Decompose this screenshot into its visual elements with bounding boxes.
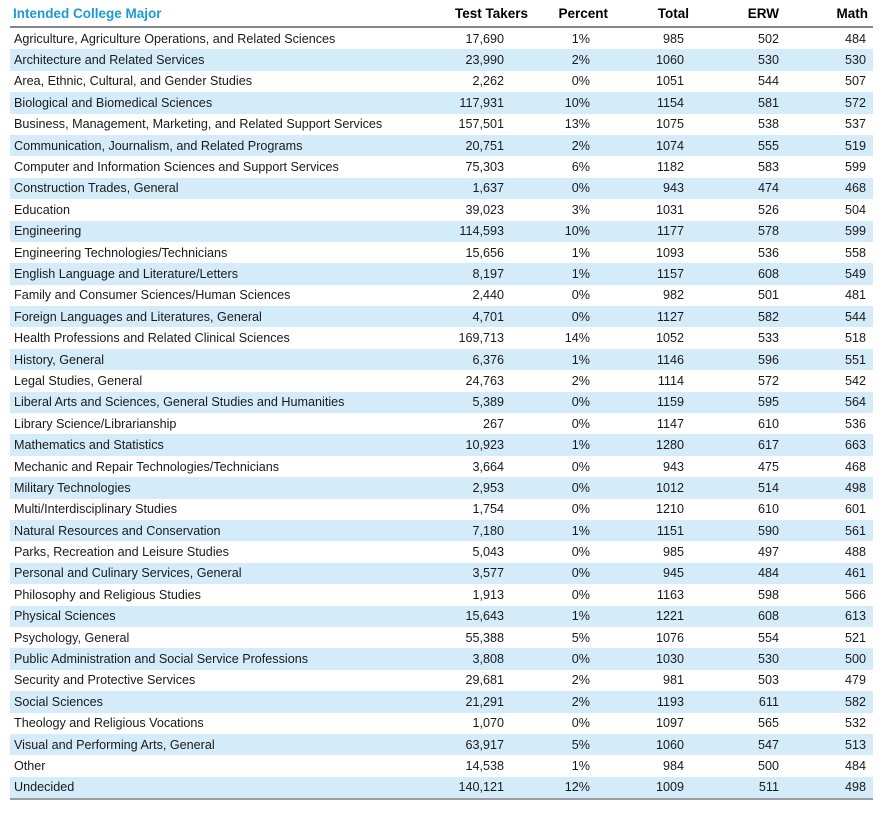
erw-cell: 554 (757, 630, 779, 645)
major-cell: Foreign Languages and Literatures, General (14, 309, 262, 324)
total-cell: 943 (662, 181, 684, 196)
table-row (10, 156, 873, 177)
major-cell: Engineering (14, 224, 82, 239)
percent-cell: 5% (571, 630, 590, 645)
test-takers-cell: 23,990 (465, 53, 504, 68)
total-cell: 945 (662, 566, 684, 581)
erw-cell: 536 (757, 245, 779, 260)
table-row (10, 49, 873, 70)
test-takers-cell: 21,291 (465, 694, 504, 709)
major-cell: Visual and Performing Arts, General (14, 737, 215, 752)
erw-cell: 474 (757, 181, 779, 196)
test-takers-cell: 10,923 (465, 438, 504, 453)
column-header-test-takers: Test Takers (420, 1, 532, 27)
total-cell: 1030 (655, 652, 684, 667)
test-takers-cell: 117,931 (459, 95, 504, 110)
major-cell: Agriculture, Agriculture Operations, and Related Sciences (14, 31, 336, 46)
table-row (10, 755, 873, 776)
math-cell: 484 (844, 31, 866, 46)
math-cell: 507 (844, 74, 866, 89)
total-cell: 981 (662, 673, 684, 688)
erw-cell: 514 (757, 480, 779, 495)
math-cell: 549 (844, 266, 866, 281)
test-takers-cell: 2,262 (472, 74, 504, 89)
test-takers-cell: 140,121 (458, 780, 504, 795)
percent-cell: 0% (571, 74, 590, 89)
major-cell: Construction Trades, General (14, 181, 179, 196)
total-cell: 1051 (655, 74, 684, 89)
percent-cell: 10% (564, 95, 590, 110)
test-takers-cell: 1,913 (472, 587, 504, 602)
test-takers-cell: 15,643 (465, 609, 504, 624)
percent-cell: 10% (564, 224, 590, 239)
table-row (10, 392, 873, 413)
total-cell: 1012 (655, 480, 684, 495)
major-cell: Area, Ethnic, Cultural, and Gender Studies (14, 74, 253, 89)
math-cell: 498 (844, 480, 866, 495)
percent-cell: 1% (571, 245, 590, 260)
table-row (10, 541, 873, 562)
test-takers-cell: 75,303 (465, 160, 504, 175)
math-cell: 599 (844, 224, 866, 239)
test-takers-cell: 267 (482, 416, 504, 431)
table-row (10, 349, 873, 370)
percent-cell: 14% (564, 331, 590, 346)
table-row (10, 413, 873, 434)
table-row (10, 92, 873, 113)
table-row (10, 242, 873, 263)
table-row (10, 734, 873, 755)
test-takers-cell: 15,656 (465, 245, 504, 260)
test-takers-cell: 8,197 (472, 266, 504, 281)
percent-cell: 2% (571, 694, 590, 709)
major-cell: Computer and Information Sciences and Support Services (14, 160, 339, 175)
total-cell: 1221 (655, 609, 684, 624)
percent-cell: 1% (571, 609, 590, 624)
percent-cell: 0% (571, 459, 590, 474)
percent-cell: 0% (571, 288, 590, 303)
major-cell: Liberal Arts and Sciences, General Studies and Humanities (14, 395, 345, 410)
table-row (10, 520, 873, 541)
math-cell: 537 (844, 117, 866, 132)
total-cell: 985 (662, 545, 684, 560)
erw-cell: 530 (757, 53, 779, 68)
percent-cell: 0% (571, 587, 590, 602)
math-cell: 542 (844, 373, 866, 388)
total-cell: 1127 (656, 309, 684, 324)
major-cell: English Language and Literature/Letters (14, 266, 239, 281)
percent-cell: 1% (571, 438, 590, 453)
erw-cell: 555 (757, 138, 779, 153)
major-cell: Architecture and Related Services (14, 53, 205, 68)
test-takers-cell: 5,389 (472, 395, 504, 410)
major-cell: Undecided (14, 780, 75, 795)
percent-cell: 1% (571, 758, 590, 773)
percent-cell: 1% (571, 523, 590, 538)
erw-cell: 497 (757, 545, 779, 560)
erw-cell: 595 (757, 395, 779, 410)
math-cell: 504 (844, 202, 866, 217)
math-cell: 488 (844, 545, 866, 560)
column-header-erw: ERW (694, 1, 783, 27)
test-takers-cell: 3,808 (472, 652, 504, 667)
table-row (10, 71, 873, 92)
erw-cell: 538 (757, 117, 779, 132)
major-cell: Personal and Culinary Services, General (14, 566, 242, 581)
math-cell: 663 (844, 438, 866, 453)
table-row (10, 456, 873, 477)
percent-cell: 2% (571, 138, 590, 153)
erw-cell: 610 (757, 502, 779, 517)
math-cell: 484 (844, 758, 866, 773)
table-row (10, 563, 873, 584)
percent-cell: 0% (571, 309, 590, 324)
test-takers-cell: 7,180 (472, 523, 504, 538)
math-cell: 561 (844, 523, 866, 538)
table-row (10, 306, 873, 327)
major-cell: Communication, Journalism, and Related Programs (14, 138, 303, 153)
table-row (10, 670, 873, 691)
erw-cell: 581 (757, 95, 779, 110)
erw-cell: 500 (757, 758, 779, 773)
test-takers-cell: 5,043 (472, 545, 504, 560)
table-row (10, 627, 873, 648)
column-header-percent: Percent (532, 1, 612, 27)
erw-cell: 578 (757, 224, 779, 239)
major-cell: Physical Sciences (14, 609, 116, 624)
major-cell: Social Sciences (14, 694, 103, 709)
erw-cell: 547 (757, 737, 779, 752)
table-row (10, 135, 873, 156)
test-takers-cell: 169,713 (458, 331, 504, 346)
major-cell: Health Professions and Related Clinical Sciences (14, 331, 290, 346)
test-takers-cell: 4,701 (472, 309, 504, 324)
table-row (10, 713, 873, 734)
erw-cell: 608 (757, 266, 779, 281)
table-row (10, 606, 873, 627)
total-cell: 1060 (655, 737, 684, 752)
math-cell: 518 (844, 331, 866, 346)
table-row (10, 477, 873, 498)
percent-cell: 1% (571, 31, 590, 46)
erw-cell: 611 (758, 694, 779, 709)
table-row (10, 263, 873, 284)
major-cell: Legal Studies, General (14, 373, 143, 388)
math-cell: 479 (844, 673, 866, 688)
erw-cell: 503 (757, 673, 779, 688)
total-cell: 984 (662, 758, 684, 773)
total-cell: 1009 (655, 780, 684, 795)
math-cell: 536 (844, 416, 866, 431)
erw-cell: 526 (757, 202, 779, 217)
total-cell: 1182 (656, 160, 684, 175)
math-cell: 599 (844, 160, 866, 175)
table-row (10, 777, 873, 799)
percent-cell: 2% (571, 373, 590, 388)
header-row (10, 1, 873, 27)
total-cell: 1151 (656, 523, 684, 538)
total-cell: 1157 (656, 266, 684, 281)
test-takers-cell: 17,690 (465, 31, 504, 46)
total-cell: 1163 (656, 587, 684, 602)
erw-cell: 484 (757, 566, 779, 581)
percent-cell: 2% (571, 673, 590, 688)
table-row (10, 199, 873, 220)
test-takers-cell: 39,023 (465, 202, 504, 217)
total-cell: 1114 (657, 373, 684, 388)
percent-cell: 0% (571, 181, 590, 196)
math-cell: 498 (844, 780, 866, 795)
math-cell: 500 (844, 652, 866, 667)
math-cell: 582 (844, 694, 866, 709)
major-cell: Philosophy and Religious Studies (14, 587, 201, 602)
total-cell: 1280 (655, 438, 684, 453)
table-row (10, 285, 873, 306)
erw-cell: 583 (757, 160, 779, 175)
table-row (10, 327, 873, 348)
total-cell: 1193 (656, 694, 684, 709)
test-takers-cell: 20,751 (465, 138, 504, 153)
erw-cell: 565 (757, 716, 779, 731)
percent-cell: 3% (571, 202, 590, 217)
erw-cell: 544 (757, 74, 779, 89)
major-cell: Library Science/Librarianship (14, 416, 177, 431)
test-takers-cell: 55,388 (465, 630, 504, 645)
major-cell: Business, Management, Marketing, and Related Support Services (14, 117, 383, 132)
table-body (10, 27, 873, 799)
math-cell: 468 (844, 181, 866, 196)
major-cell: Education (14, 202, 71, 217)
total-cell: 1076 (655, 630, 684, 645)
total-cell: 985 (662, 31, 684, 46)
column-header-total: Total (612, 1, 694, 27)
erw-cell: 502 (757, 31, 779, 46)
test-takers-cell: 2,440 (472, 288, 504, 303)
total-cell: 1210 (655, 502, 684, 517)
major-cell: Public Administration and Social Service Professions (14, 652, 308, 667)
erw-cell: 598 (757, 587, 779, 602)
table-row (10, 27, 873, 49)
major-cell: Other (14, 758, 46, 773)
total-cell: 943 (662, 459, 684, 474)
test-takers-cell: 3,577 (472, 566, 504, 581)
percent-cell: 0% (571, 480, 590, 495)
test-takers-cell: 14,538 (465, 758, 504, 773)
test-takers-cell: 6,376 (472, 352, 504, 367)
math-cell: 513 (844, 737, 866, 752)
test-takers-cell: 3,664 (472, 459, 504, 474)
percent-cell: 0% (571, 502, 590, 517)
major-cell: Biological and Biomedical Sciences (14, 95, 213, 110)
erw-cell: 596 (757, 352, 779, 367)
erw-cell: 590 (757, 523, 779, 538)
math-cell: 532 (844, 716, 866, 731)
erw-cell: 511 (758, 780, 779, 795)
math-cell: 519 (844, 138, 866, 153)
math-cell: 481 (844, 288, 866, 303)
test-takers-cell: 29,681 (465, 673, 504, 688)
erw-cell: 530 (757, 652, 779, 667)
total-cell: 1075 (655, 117, 684, 132)
table-row (10, 434, 873, 455)
major-cell: Military Technologies (14, 480, 131, 495)
math-cell: 613 (844, 609, 866, 624)
major-cell: History, General (14, 352, 105, 367)
table-row (10, 370, 873, 391)
total-cell: 1146 (656, 352, 684, 367)
percent-cell: 0% (571, 416, 590, 431)
total-cell: 1097 (655, 716, 684, 731)
total-cell: 1154 (656, 95, 684, 110)
math-cell: 564 (844, 395, 866, 410)
percent-cell: 2% (571, 53, 590, 68)
column-header-intended-college-major: Intended College Major (10, 1, 420, 27)
table-row (10, 114, 873, 135)
erw-cell: 533 (757, 331, 779, 346)
test-takers-cell: 24,763 (465, 373, 504, 388)
table-header (10, 1, 873, 27)
major-cell: Mechanic and Repair Technologies/Technicians (14, 459, 280, 474)
percent-cell: 0% (571, 395, 590, 410)
total-cell: 1074 (655, 138, 684, 153)
test-takers-cell: 1,754 (472, 502, 504, 517)
total-cell: 1031 (655, 202, 684, 217)
math-cell: 558 (844, 245, 866, 260)
test-takers-cell: 114,593 (459, 224, 504, 239)
erw-cell: 610 (757, 416, 779, 431)
major-cell: Engineering Technologies/Technicians (14, 245, 228, 260)
table-row (10, 691, 873, 712)
percent-cell: 0% (571, 566, 590, 581)
percent-cell: 0% (571, 652, 590, 667)
table-row (10, 499, 873, 520)
percent-cell: 0% (571, 545, 590, 560)
test-takers-cell: 2,953 (472, 480, 504, 495)
percent-cell: 12% (564, 780, 590, 795)
erw-cell: 582 (757, 309, 779, 324)
erw-cell: 617 (757, 438, 779, 453)
percent-cell: 5% (571, 737, 590, 752)
percent-cell: 1% (571, 352, 590, 367)
table-row (10, 584, 873, 605)
math-cell: 572 (844, 95, 866, 110)
major-cell: Mathematics and Statistics (14, 438, 164, 453)
major-cell: Security and Protective Services (14, 673, 196, 688)
total-cell: 1093 (655, 245, 684, 260)
math-cell: 468 (844, 459, 866, 474)
major-cell: Theology and Religious Vocations (14, 716, 204, 731)
table-row (10, 178, 873, 199)
total-cell: 1147 (656, 416, 684, 431)
total-cell: 982 (662, 288, 684, 303)
total-cell: 1060 (655, 53, 684, 68)
test-takers-cell: 1,070 (472, 716, 504, 731)
erw-cell: 572 (757, 373, 779, 388)
table-row (10, 648, 873, 669)
percent-cell: 13% (564, 117, 590, 132)
erw-cell: 475 (757, 459, 779, 474)
total-cell: 1052 (655, 331, 684, 346)
erw-cell: 501 (757, 288, 779, 303)
math-cell: 461 (844, 566, 866, 581)
table-row (10, 221, 873, 242)
major-cell: Family and Consumer Sciences/Human Sciences (14, 288, 291, 303)
major-cell: Natural Resources and Conservation (14, 523, 221, 538)
math-cell: 521 (844, 630, 866, 645)
total-cell: 1177 (656, 224, 684, 239)
math-cell: 551 (844, 352, 866, 367)
major-cell: Psychology, General (14, 630, 130, 645)
major-cell: Multi/Interdisciplinary Studies (14, 502, 178, 517)
math-cell: 601 (844, 502, 866, 517)
percent-cell: 0% (571, 716, 590, 731)
major-cell: Parks, Recreation and Leisure Studies (14, 545, 229, 560)
percent-cell: 1% (571, 266, 590, 281)
test-takers-cell: 63,917 (465, 737, 504, 752)
test-takers-cell: 157,501 (458, 117, 504, 132)
test-takers-cell: 1,637 (472, 181, 504, 196)
erw-cell: 608 (757, 609, 779, 624)
math-cell: 544 (844, 309, 866, 324)
math-cell: 530 (844, 53, 866, 68)
percent-cell: 6% (571, 160, 590, 175)
math-cell: 566 (844, 587, 866, 602)
column-header-math: Math (783, 1, 873, 27)
total-cell: 1159 (656, 395, 684, 410)
college-major-table (10, 1, 873, 800)
